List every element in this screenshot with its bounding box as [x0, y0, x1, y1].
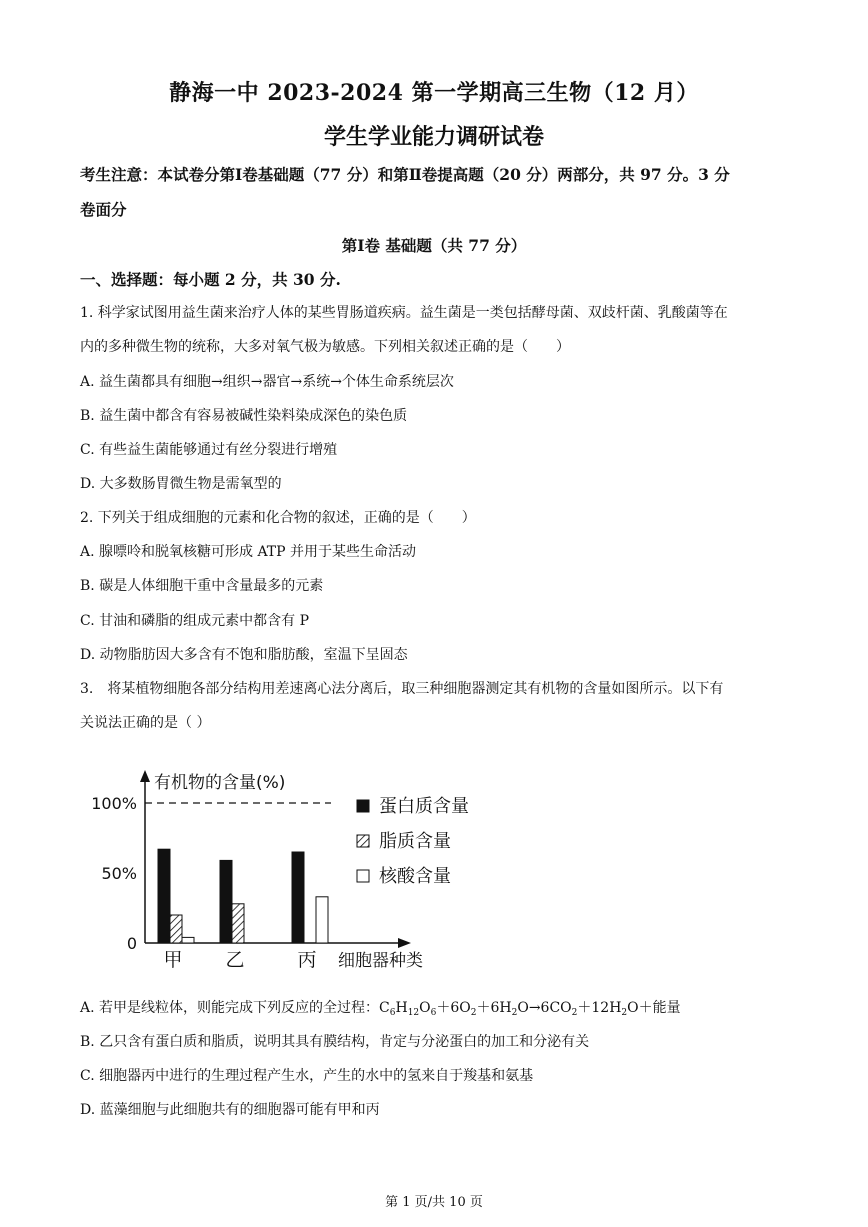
q1-stem-line2: 内的多种微生物的统称，大多对氧气极为敏感。下列相关叙述正确的是（ ）: [80, 339, 570, 355]
notice-line-1: 考生注意：本试卷分第Ⅰ卷基础题（77 分）和第Ⅱ卷提高题（20 分）两部分，共 97 分。3 分: [80, 165, 730, 184]
legend-swatch-2: [357, 835, 369, 847]
q2-option-c: C. 甘油和磷脂的组成元素中都含有 P: [80, 613, 309, 629]
q2-option-d: D. 动物脂肪因大多含有不饱和脂肪酸，室温下呈固态: [80, 647, 408, 663]
q3-sub: 2: [470, 1008, 477, 1018]
q3-stem-line2: 关说法正确的是（ ）: [80, 715, 211, 731]
q3-option-a: [80, 997, 792, 1017]
organic-content-bar-chart: [86, 760, 486, 975]
legend-label-3: 核酸含量: [379, 866, 451, 887]
y-axis-arrow: [140, 770, 150, 782]
x-axis-arrow: [398, 938, 411, 948]
q3-option-c: C. 细胞器丙中进行的生理过程产生水，产生的水中的氢来自于羧基和氨基: [80, 1068, 534, 1084]
q3-sub: 2: [571, 1008, 578, 1018]
legend-swatch-1: [357, 800, 369, 812]
q3-text: ＋12H: [577, 1000, 622, 1016]
q1-stem-line1: 1. 科学家试图用益生菌来治疗人体的某些胃肠道疾病。益生菌是一类包括酵母菌、双歧杆菌、乳酸菌等在: [80, 305, 728, 321]
y-axis-label: 有机物的含量(%): [154, 773, 286, 793]
bar-2-1: [170, 915, 182, 943]
legend-label-1: 蛋白质含量: [379, 796, 469, 817]
q1-option-d: D. 大多数肠胃微生物是需氧型的: [80, 476, 282, 492]
x-tick-label: 丙: [297, 949, 317, 971]
exam-subtitle: 学生学业能力调研试卷: [323, 124, 544, 150]
q3-sub: 6: [389, 1008, 396, 1018]
q3-text: H: [395, 1000, 408, 1016]
q3-sub: 6: [430, 1008, 437, 1018]
y-tick-label: 0: [126, 934, 137, 953]
q3-option-a-text: A. 若甲是线粒体，则能完成下列反应的全过程：C: [80, 1000, 390, 1016]
q3-sub: 12: [407, 1008, 420, 1018]
y-tick-label: 100%: [91, 794, 137, 813]
x-tick-label: 甲: [163, 949, 183, 971]
bar-1-2: [220, 860, 232, 943]
q1-option-a: A. 益生菌都具有细胞→组织→器官→系统→个体生命系统层次: [80, 374, 454, 390]
bar-1-1: [158, 849, 170, 943]
q2-option-b: B. 碳是人体细胞干重中含量最多的元素: [80, 578, 324, 594]
bar-3-3: [316, 897, 328, 943]
y-tick-label: 50%: [101, 864, 137, 883]
q3-text: ＋6O: [436, 1000, 471, 1016]
q1-option-b: B. 益生菌中都含有容易被碱性染料染成深色的染色质: [80, 408, 408, 424]
q3-option-d: D. 蓝藻细胞与此细胞共有的细胞器可能有甲和丙: [80, 1102, 380, 1118]
q3-sub: 2: [621, 1008, 628, 1018]
q3-text: O: [419, 1000, 431, 1016]
bar-1-3: [292, 852, 304, 943]
exam-title: 静海一中 2023-2024 第一学期高三生物（12 月）: [169, 80, 699, 106]
section-title: 第Ⅰ卷 基础题（共 77 分）: [341, 236, 527, 255]
notice-line-2: 卷面分: [80, 200, 127, 219]
q2-option-a: A. 腺嘌呤和脱氧核糖可形成 ATP 并用于某些生命活动: [80, 544, 417, 560]
q3-text: O→6CO: [517, 1000, 572, 1016]
q3-sub: 2: [511, 1008, 518, 1018]
q3-text: O＋能量: [627, 1000, 681, 1016]
q2-stem: 2. 下列关于组成细胞的元素和化合物的叙述，正确的是（ ）: [80, 510, 476, 526]
x-axis-label: 细胞器种类: [338, 951, 423, 971]
q3-stem-line1: 3. 将某植物细胞各部分结构用差速离心法分离后，取三种细胞器测定其有机物的含量如图所示。以下有: [80, 681, 724, 697]
part-heading: 一、选择题：每小题 2 分，共 30 分.: [80, 270, 341, 289]
q3-option-b: B. 乙只含有蛋白质和脂质，说明其具有膜结构，肯定与分泌蛋白的加工和分泌有关: [80, 1034, 590, 1050]
q3-text: ＋6H: [476, 1000, 512, 1016]
legend-swatch-3: [357, 870, 369, 882]
bar-2-2: [232, 904, 244, 943]
legend-label-2: 脂质含量: [379, 831, 451, 852]
bar-3-1: [182, 937, 194, 943]
q1-option-c: C. 有些益生菌能够通过有丝分裂进行增殖: [80, 442, 338, 458]
page-footer: 第 1 页/共 10 页: [385, 1195, 483, 1210]
x-tick-label: 乙: [225, 949, 245, 971]
